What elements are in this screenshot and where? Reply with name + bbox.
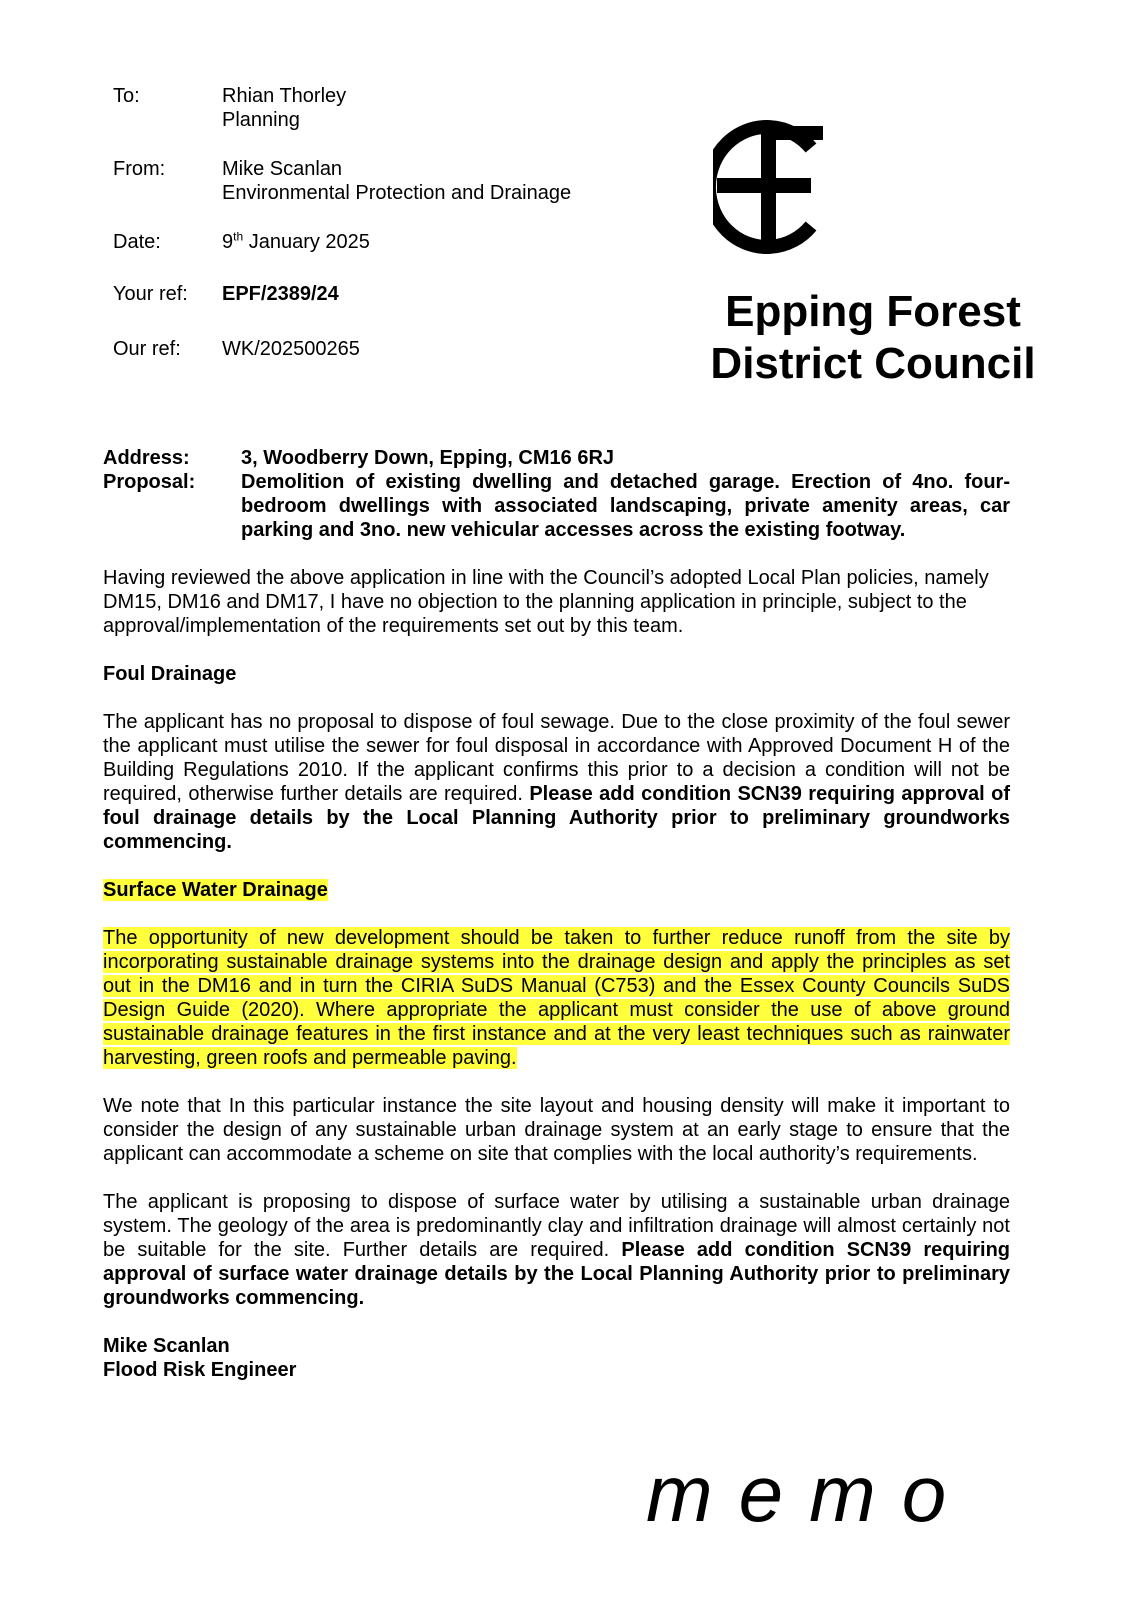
proposal-value: Demolition of existing dwelling and detached garage. Erection of 4no. four-bedroom dwellings with associated landscaping, private amenity areas, car parking and 3no. new vehicular accesses across the existing footway. [241, 471, 1010, 541]
to-department: Planning [222, 109, 300, 131]
organisation-name-line2: District Council [710, 339, 1036, 388]
foul-drainage-condition: Please add condition SCN39 requiring approval of foul drainage details by the Local Planning Authority prior to preliminary groundworks commencing. [103, 783, 1010, 853]
organisation-name-line1: Epping Forest [725, 287, 1021, 336]
intro-paragraph: Having reviewed the above application in line with the Council’s adopted Local Plan policies, namely DM15, DM16 and DM17, I have no objection to the planning application in principle, subject to the approval/implementation of the requirements set out by this team. [103, 567, 989, 637]
foul-drainage-text: The applicant has no proposal to dispose of foul sewage. Due to the close proximity of the foul sewer the applicant must utilise the sewer for foul disposal in accordance with Approved Document H of the Building Regulations 2010. If the applicant confirms this prior to a decision a condition will not be required, otherwise further details are required. [103, 711, 1010, 805]
date-value [222, 230, 370, 254]
surface-water-heading: Surface Water Drainage [103, 879, 328, 901]
signature-name: Mike Scanlan [103, 1335, 230, 1357]
surface-water-note-paragraph: We note that In this particular instance the site layout and housing density will make it important to consider the design of any sustainable urban drainage system at an early stage to ensure that the applicant can accommodate a scheme on site that complies with the local authority’s requirements. [103, 1095, 1010, 1165]
surface-water-paragraph [103, 1190, 1010, 1310]
date-day: 9 [222, 231, 234, 253]
foul-drainage-heading: Foul Drainage [103, 663, 237, 685]
address-value: 3, Woodberry Down, Epping, CM16 6RJ [241, 447, 615, 469]
surface-water-text: The applicant is proposing to dispose of surface water by utilising a sustainable urban drainage system. The geology of the area is predominantly clay and infiltration drainage will almost certainly not be suitable for the site. Further details are required. [103, 1191, 1010, 1261]
to-name: Rhian Thorley [222, 85, 347, 107]
epping-forest-logo-icon [713, 118, 837, 256]
to-label: To: [113, 85, 140, 107]
foul-drainage-paragraph [103, 710, 1010, 854]
date-label: Date: [113, 231, 161, 253]
surface-water-condition: Please add condition SCN39 requiring approval of surface water drainage details by the Local Planning Authority prior to preliminary groundworks commencing. [103, 1239, 1010, 1309]
from-name: Mike Scanlan [222, 158, 343, 180]
date-month-year: January 2025 [248, 231, 370, 253]
surface-water-heading-wrap [103, 878, 328, 902]
your-ref-label: Your ref: [113, 283, 188, 305]
from-label: From: [113, 158, 166, 180]
your-ref: EPF/2389/24 [222, 283, 339, 305]
address-label: Address: [103, 447, 190, 469]
proposal-label: Proposal: [103, 471, 196, 493]
memo-wordmark: memo [646, 1449, 973, 1538]
from-department: Environmental Protection and Drainage [222, 182, 572, 204]
signature-title: Flood Risk Engineer [103, 1359, 297, 1381]
our-ref: WK/202500265 [222, 338, 360, 360]
surface-water-highlighted-text: The opportunity of new development should be taken to further reduce runoff from the site by incorporating sustainable drainage systems into the drainage design and apply the principles as set out in the DM16 and in turn the CIRIA SuDS Manual (C753) and the Essex County Councils SuDS Design Guide (2020). Where appropriate the applicant must consider the use of above ground sustainable drainage features in the first instance and at the very least techniques such as rainwater harvesting, green roofs and permeable paving. [103, 927, 1010, 1069]
surface-water-highlighted-paragraph [103, 926, 1010, 1070]
date-suffix: th [233, 229, 244, 244]
our-ref-label: Our ref: [113, 338, 181, 360]
